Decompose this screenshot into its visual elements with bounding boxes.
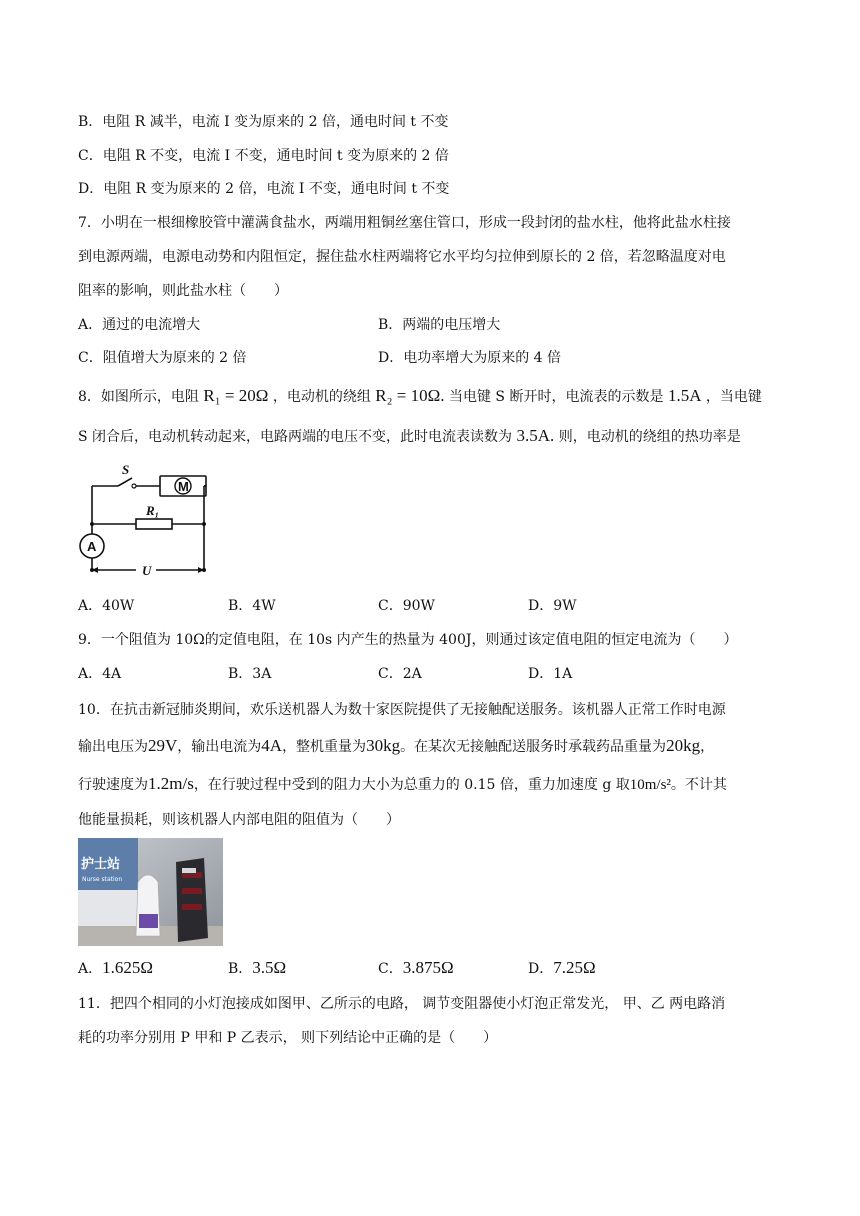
motor-label: M [178, 479, 189, 494]
q8-text-4: ，当电键 [705, 389, 762, 405]
q10-line3 [78, 774, 727, 795]
ammeter-label: A [87, 539, 97, 554]
q8-text-3: 当电键 S 断开时，电流表的示数是 [448, 389, 664, 405]
q8-line1 [78, 386, 762, 407]
nurse-station-sign: 护士站 [81, 857, 121, 872]
q9-option-a: A．4A [78, 666, 122, 682]
q10-option-a-label: A． [78, 961, 103, 977]
q9-option-d: D．1A [528, 666, 573, 682]
voltage-label: U [142, 563, 152, 578]
q8-option-c: C．90W [378, 598, 435, 614]
q10-option-b-value: 3.5Ω [252, 958, 287, 977]
r1-label: R₁ [146, 503, 160, 518]
q8-circuit-diagram [76, 462, 216, 580]
q7-line1: 7．小明在一根细橡胶管中灌满食盐水，两端用粗铜丝塞住管口，形成一段封闭的盐水柱，他将此盐水柱接 [78, 215, 731, 231]
q8-text-6: 则，电动机的绕组的热功率是 [558, 429, 741, 445]
q10-speed: 1.2m/s [148, 774, 194, 793]
q10-text-3: ，整机重量为 [282, 739, 367, 755]
option-b-prev: B．电阻 R 减半，电流 I 变为原来的 2 倍，通电时间 t 不变 [78, 114, 449, 130]
q7-option-a: A．通过的电流增大 [78, 317, 201, 333]
q10-current: 4A [261, 736, 283, 755]
q10-line1: 10．在抗击新冠肺炎期间，欢乐送机器人为数十家医院提供了无接触配送服务。该机器人正常工作时电源 [78, 702, 726, 718]
q10-mass-1: 30kg [366, 736, 401, 755]
q11-line1: 11．把四个相同的小灯泡接成如图甲、乙所示的电路， 调节变阻器使小灯泡正常发光， 甲、乙 两电路消 [78, 996, 726, 1012]
q8-text-2: ，电动机的绕组 [272, 389, 371, 405]
q10-option-c [378, 958, 454, 979]
q10-option-a [78, 958, 153, 979]
q10-option-c-value: 3.875Ω [402, 958, 454, 977]
q10-text-4: 。在某次无接触配送服务时承载药品重量为 [400, 739, 667, 755]
robot-photo [78, 838, 223, 946]
q8-r2-value: R₂ = 10Ω. [375, 386, 445, 405]
switch-label: S [122, 462, 130, 477]
q10-gravity: 10m/s² [629, 777, 671, 793]
q10-text-7: ，在行驶过程中受到的阻力大小为总重力的 0.15 倍，重力加速度 g 取 [193, 777, 630, 793]
q8-option-a: A．40W [78, 598, 135, 614]
q8-current-1: 1.5A [667, 386, 702, 405]
q10-option-b [228, 958, 286, 979]
q8-option-d: D．9W [528, 598, 577, 614]
nurse-station-sign-en: Nurse station [82, 876, 123, 883]
q10-line2 [78, 736, 714, 757]
q8-option-b: B．4W [228, 598, 276, 614]
q11-line2: 耗的功率分别用 P 甲和 P 乙表示， 则下列结论中正确的是（ ） [78, 1030, 498, 1046]
q8-current-2: 3.5A. [516, 426, 555, 445]
q10-option-b-label: B． [228, 961, 253, 977]
q8-text-1: 8．如图所示，电阻 [78, 389, 199, 405]
q9-option-c: C．2A [378, 666, 422, 682]
q10-voltage: 29V [148, 736, 178, 755]
q8-r1-value: R₁ = 20Ω [203, 386, 269, 405]
q10-text-6: 行驶速度为 [78, 777, 148, 793]
option-c-prev: C．电阻 R 不变，电流 I 不变，通电时间 t 变为原来的 2 倍 [78, 148, 449, 164]
q7-option-d: D．电功率增大为原来的 4 倍 [378, 350, 562, 366]
q9-stem: 9．一个阻值为 10Ω的定值电阻，在 10s 内产生的热量为 400J，则通过该定值电阻的恒定电流为（ ） [78, 632, 738, 648]
q9-option-b: B．3A [228, 666, 272, 682]
q10-mass-2: 20kg [666, 736, 701, 755]
q10-line4: 他能量损耗，则该机器人内部电阻的阻值为（ ） [78, 812, 400, 828]
q10-text-5: ， [700, 739, 715, 755]
q10-text-2: ，输出电流为 [177, 739, 262, 755]
q7-line2: 到电源两端，电源电动势和内阻恒定，握住盐水柱两端将它水平均匀拉伸到原长的 2 倍，若忽略温度对电 [78, 249, 726, 265]
q8-line2 [78, 426, 741, 447]
q10-option-d [528, 958, 596, 979]
q8-text-5: S 闭合后，电动机转动起来，电路两端的电压不变，此时电流表读数为 [78, 429, 513, 445]
q10-option-d-value: 7.25Ω [553, 958, 596, 977]
q7-option-b: B．两端的电压增大 [378, 317, 501, 333]
option-d-prev: D．电阻 R 变为原来的 2 倍，电流 I 不变，通电时间 t 不变 [78, 181, 450, 197]
q7-option-c: C．阻值增大为原来的 2 倍 [78, 350, 247, 366]
q10-option-d-label: D． [528, 961, 554, 977]
q10-text-8: 。不计其 [670, 777, 727, 793]
q10-option-a-value: 1.625Ω [102, 958, 154, 977]
q7-line3: 阻率的影响，则此盐水柱（ ） [78, 283, 288, 299]
q10-option-c-label: C． [378, 961, 403, 977]
q10-text-1: 输出电压为 [78, 739, 148, 755]
